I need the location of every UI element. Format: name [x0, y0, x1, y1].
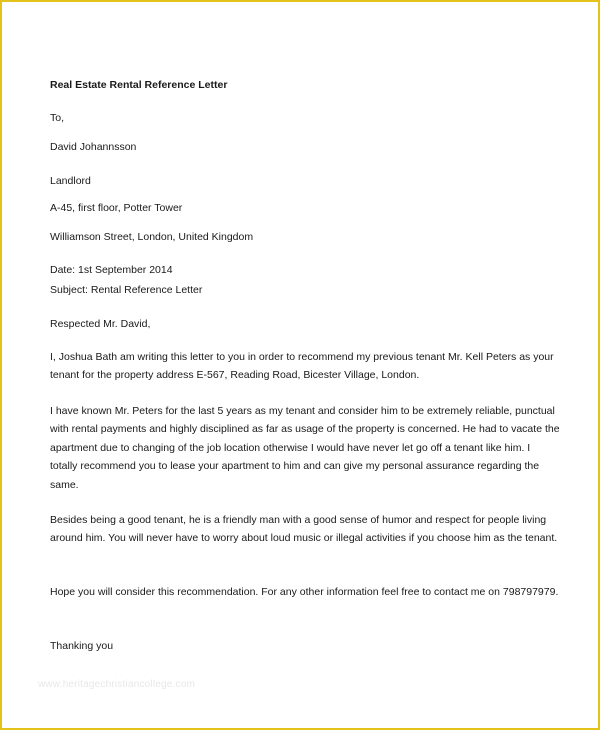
watermark-text: www.heritagechristiancollege.com: [38, 679, 196, 690]
recipient-name: David Johannsson: [50, 141, 137, 153]
closing: Thanking you: [50, 640, 114, 652]
salutation: Respected Mr. David,: [50, 318, 151, 330]
recipient-role: Landlord: [50, 175, 91, 187]
paragraph-4: Hope you will consider this recommendation. For any other information feel free to contact me on 798797979.: [50, 586, 559, 598]
paragraph-2: I have known Mr. Peters for the last 5 years as my tenant and consider him to be extremely reliable, punctual with rental payments and highly disciplined as far as usage of the property is concerned. He had to vacate the apartment due to changing of the job location otherwise I would have never let go off a tenant like him. I totally recommend you to lease your apartment to him and can give my personal assurance regarding the same.: [50, 405, 560, 491]
letter-title: Real Estate Rental Reference Letter: [50, 79, 228, 91]
address-line-1: A-45, first floor, Potter Tower: [50, 202, 183, 214]
paragraph-1: I, Joshua Bath am writing this letter to you in order to recommend my previous tenant Mr. Kell Peters as your tenant for the property address E-567, Reading Road, Bicester Village, London.: [50, 351, 554, 382]
paragraph-3: Besides being a good tenant, he is a friendly man with a good sense of humor and respect for people living around him. You will never have to worry about loud music or illegal activities if you choose him as the tenant.: [50, 514, 558, 545]
to-line: To,: [50, 112, 65, 124]
date-line: Date: 1st September 2014: [50, 264, 173, 276]
subject-line: Subject: Rental Reference Letter: [50, 284, 203, 296]
address-line-2: Williamson Street, London, United Kingdom: [50, 231, 254, 243]
